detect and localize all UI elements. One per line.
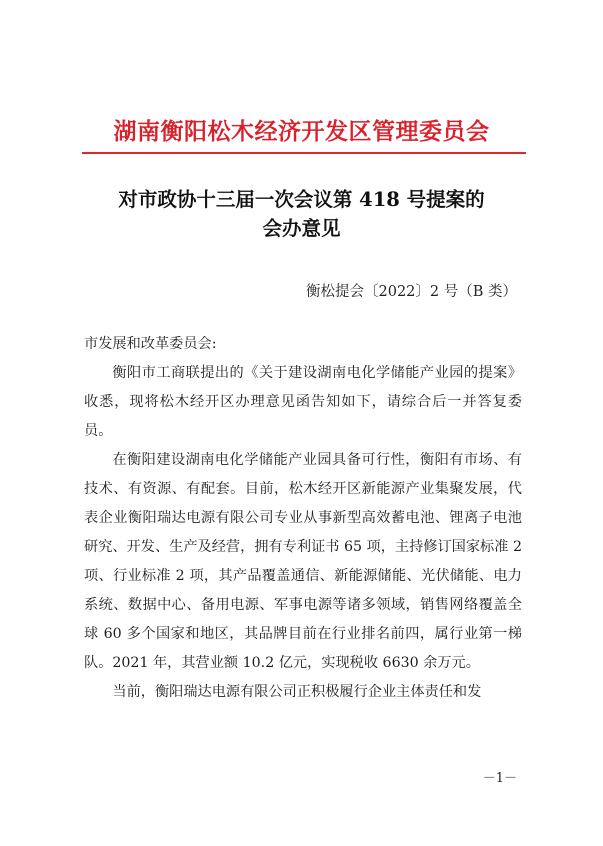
body-paragraph-1: 衡阳市工商联提出的《关于建设湖南电化学储能产业园的提案》收悉，现将松木经开区办理意见函告知如下，请综合后一并答复委员。 [84,365,522,439]
document-title [0,185,603,243]
title-line-1: 对市政协十三届一次会议第 418 号提案的 [118,188,485,211]
salutation: 市发展和改革委员会: [84,336,217,352]
document-body [84,330,522,707]
issuing-organization-header: 湖南衡阳松木经济开发区管理委员会 [113,118,490,145]
red-separator-line [82,152,526,154]
title-line-2: 会办意见 [262,217,341,240]
page-number: －1－ [482,771,517,786]
document-number: 衡松提会〔2022〕2 号（B 类） [306,284,517,300]
body-paragraph-2: 在衡阳建设湖南电化学储能产业园具备可行性，衡阳有市场、有技术、有资源、有配套。目前，松木经开区新能源产业集聚发展，代表企业衡阳瑞达电源有限公司专业从事新型高效蓄电池、锂离子电池研究、开发、生产及经营，拥有专利证书 65 项，主持修订国家标准 2 项、行业标准 2 项，其产品覆盖通信、新能源储能、光伏储能、电力系统、数据中心、备用电源、军事电源等诸多领域，销售网络覆盖全球 60 多个国家和地区，其品牌目前在行业排名前四，属行业第一梯队。2021 年，其营业额 10.2 亿元，实现税收 6630 余万元。 [84,452,522,671]
body-paragraph-3: 当前，衡阳瑞达电源有限公司正积极履行企业主体责任和发 [112,684,482,700]
